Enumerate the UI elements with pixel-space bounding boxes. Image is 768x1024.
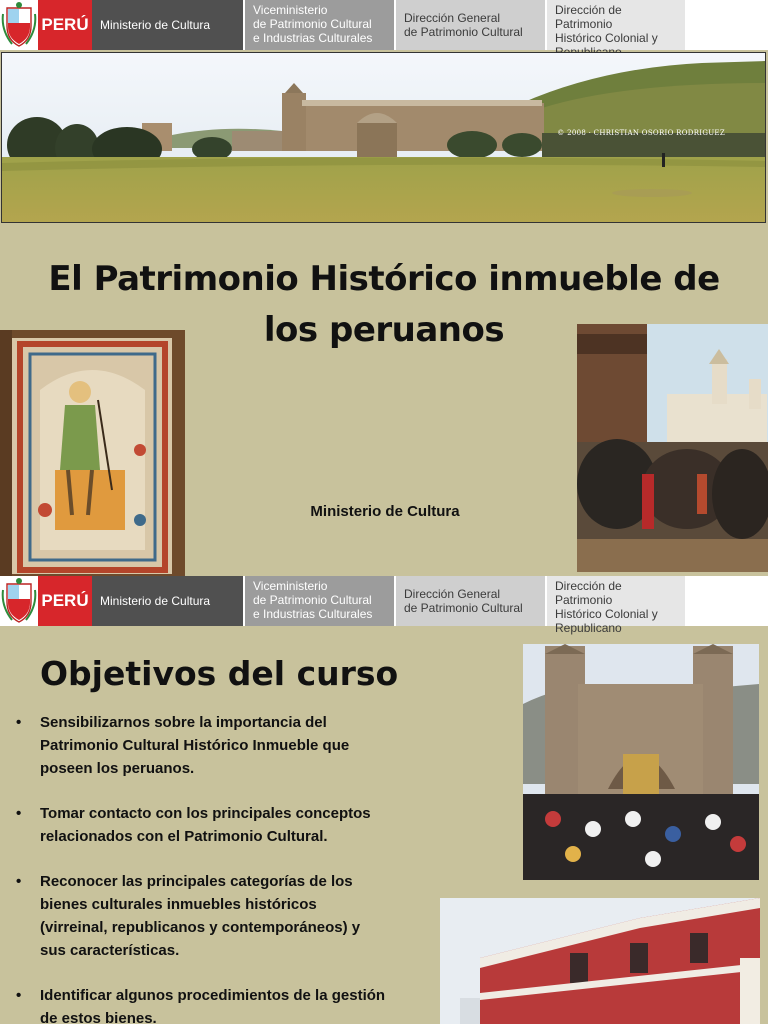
bullet-icon: • (16, 873, 22, 890)
peru-brand-label: PERÚ (38, 576, 92, 626)
direction-label: Dirección de Patrimonio Histórico Colonial y (547, 0, 685, 50)
bullet-icon: • (16, 714, 22, 731)
list-item: • Identificar algunos procedimientos de la gestión de estos bienes. (16, 984, 426, 1024)
presentation-title: El Patrimonio Histórico inmueble de los peruanos (48, 259, 720, 350)
photo-credit: © 2008 · CHRISTIAN OSORIO RODRIGUEZ (557, 129, 725, 137)
bullet-icon: • (16, 987, 22, 1004)
ministry-label: Ministerio de Cultura (92, 0, 243, 50)
baroque-church-procession-image (523, 644, 759, 880)
presentation-subtitle: Ministerio de Cultura (310, 503, 460, 520)
bullet-icon: • (16, 805, 22, 822)
ministry-header-bar (0, 0, 768, 50)
ministry-label: Ministerio de Cultura (92, 576, 243, 626)
peru-coat-of-arms-icon (0, 576, 38, 626)
direction-label: Dirección de Patrimonio Histórico Colonial y Republicano (547, 576, 685, 626)
direction-general-label: Dirección General de Patrimonio Cultural (396, 576, 545, 626)
vice-ministry-label: Viceministerio de Patrimonio Cultural e Industrias Culturales (245, 576, 394, 626)
peru-brand-label: PERÚ (38, 0, 92, 50)
colonial-mural-painting-image (0, 330, 185, 576)
historic-lima-painting-image (577, 324, 768, 572)
slide-objectives (0, 576, 768, 1024)
list-item: • Sensibilizarnos sobre la importancia del Patrimonio Cultural Histórico Inmueble que poseen los peruanos. (16, 711, 426, 780)
objectives-list (16, 711, 426, 1024)
republican-building-facade-image (440, 898, 760, 1024)
objectives-title: Objetivos del curso (40, 654, 399, 693)
list-item: • Reconocer las principales categorías de los bienes culturales inmuebles históricos (virreinal, republicanos y contemporáneos) y sus características. (16, 870, 426, 962)
ministry-header-bar (0, 576, 768, 635)
vice-ministry-label: Viceministerio de Patrimonio Cultural e Industrias Culturales (245, 0, 394, 50)
direction-general-label: Dirección General de Patrimonio Cultural (396, 0, 545, 50)
list-item: • Tomar contacto con los principales conceptos relacionados con el Patrimonio Cultural. (16, 802, 426, 848)
peru-coat-of-arms-icon (0, 0, 38, 50)
colonial-church-panorama-image (1, 52, 766, 223)
